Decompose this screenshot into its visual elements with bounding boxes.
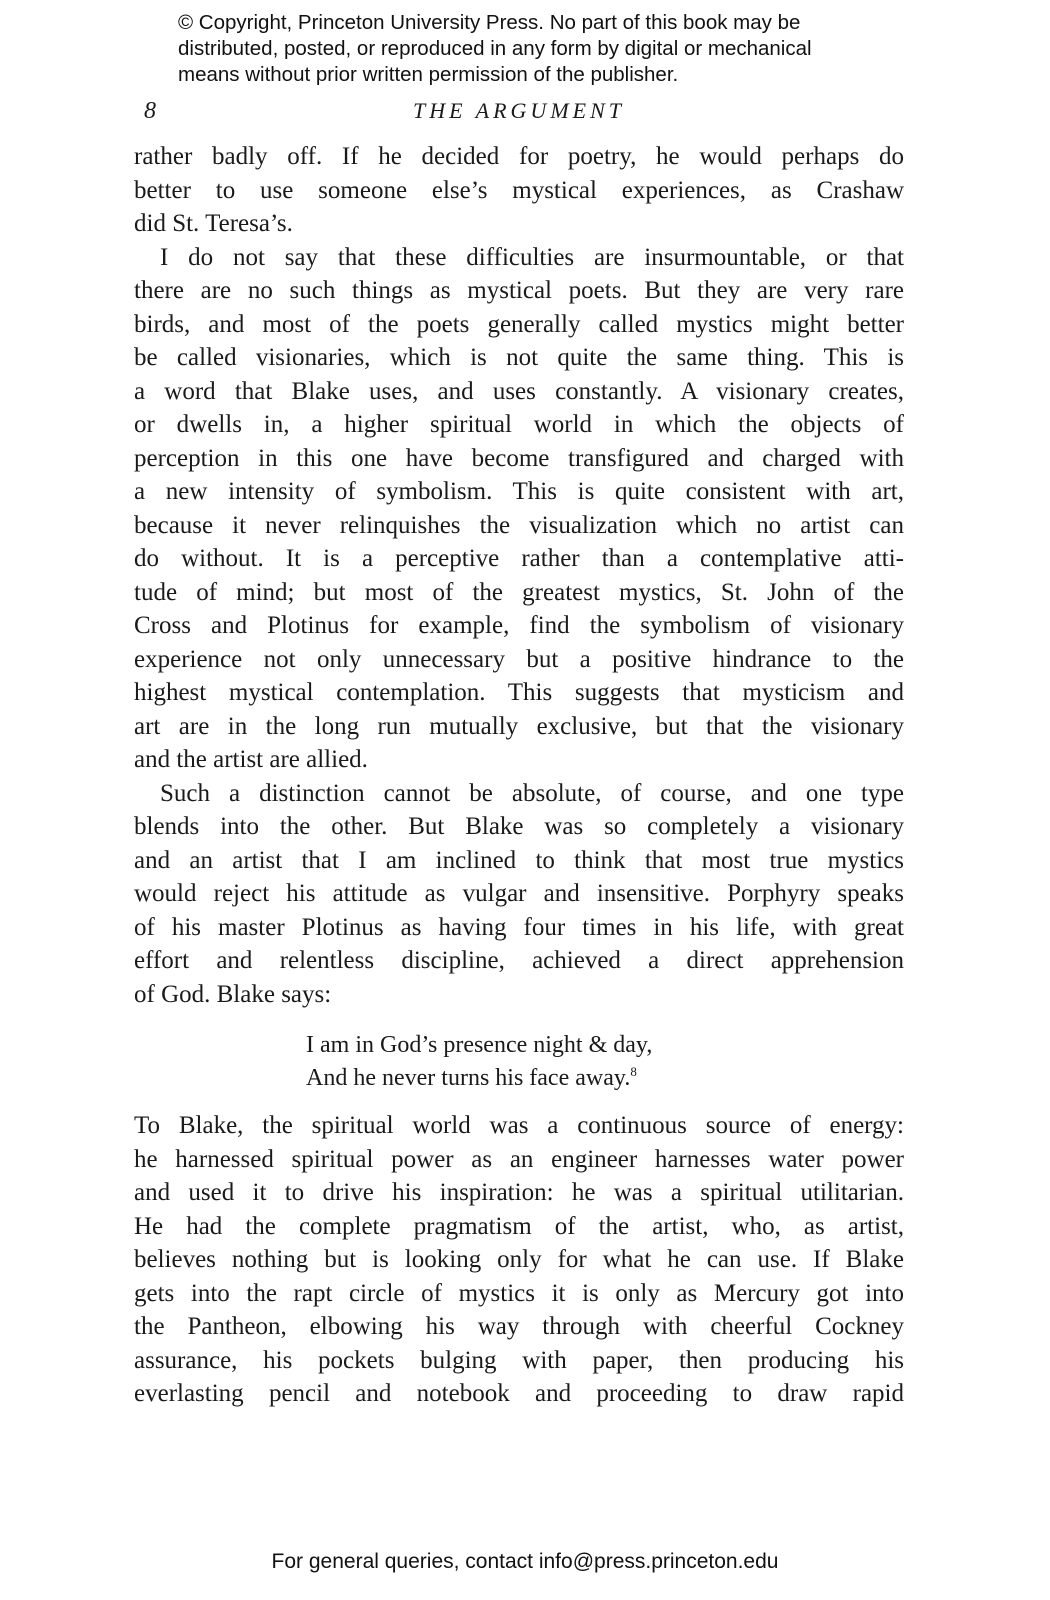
text-line: perception in this one have become transfigured and charged with: [134, 444, 904, 472]
text-line: I do not say that these difficulties are insurmountable, or that: [160, 243, 904, 271]
text-line: tude of mind; but most of the greatest mystics, St. John of the: [134, 578, 904, 606]
text-line: and the artist are allied.: [134, 746, 368, 773]
text-line: and an artist that I am inclined to think that most true mystics: [134, 846, 904, 874]
text-line: better to use someone else’s mystical experiences, as Crashaw: [134, 176, 904, 204]
copyright-line: means without prior written permission of the publisher.: [178, 63, 679, 86]
text-line: To Blake, the spiritual world was a continuous source of energy:: [134, 1112, 904, 1139]
text-line: or dwells in, a higher spiritual world in which the objects of: [134, 411, 904, 438]
text-line: the Pantheon, elbowing his way through with cheerful Cockney: [134, 1313, 904, 1340]
text-line: he harnessed spiritual power as an engineer harnesses water power: [134, 1145, 904, 1173]
text-line: believes nothing but is looking only for what he can use. If Blake: [134, 1246, 904, 1273]
text-line: highest mystical contemplation. This suggests that mysticism and: [134, 679, 904, 706]
body-text: [134, 140, 904, 1411]
paragraph: [134, 140, 904, 241]
paragraph: [134, 241, 904, 777]
paragraph: [134, 1109, 904, 1411]
copyright-line: distributed, posted, or reproduced in any form by digital or mechanical: [178, 37, 812, 60]
verse-line: I am in God’s presence night & day,: [306, 1032, 653, 1058]
text-line: and used it to drive his inspiration: he was a spiritual utilitarian.: [134, 1179, 904, 1206]
text-line: be called visionaries, which is not quite the same thing. This is: [134, 344, 904, 371]
text-line: assurance, his pockets bulging with paper, then producing his: [134, 1346, 904, 1374]
text-line: of God. Blake says:: [134, 980, 332, 1008]
footnote-marker: 8: [630, 1064, 637, 1079]
verse-quotation: [306, 1029, 904, 1095]
copyright-line: © Copyright, Princeton University Press. No part of this book may be: [178, 11, 801, 34]
page-number: 8: [144, 98, 156, 124]
text-line: blends into the other. But Blake was so completely a visionary: [134, 813, 904, 840]
running-head: [134, 98, 904, 128]
text-line: there are no such things as mystical poets. But they are very rare: [134, 277, 904, 304]
text-line: gets into the rapt circle of mystics it is only as Mercury got into: [134, 1279, 904, 1307]
text-line: do without. It is a perceptive rather than a contemplative atti-: [134, 545, 904, 572]
text-line: art are in the long run mutually exclusive, but that the visionary: [134, 712, 904, 740]
text-line: everlasting pencil and notebook and proceeding to draw rapid: [134, 1380, 904, 1407]
text-line: a new intensity of symbolism. This is quite consistent with art,: [134, 478, 904, 505]
text-line: of his master Plotinus as having four times in his life, with great: [134, 913, 904, 941]
text-line: He had the complete pragmatism of the artist, who, as artist,: [134, 1212, 904, 1240]
text-line: a word that Blake uses, and uses constantly. A visionary creates,: [134, 377, 904, 405]
footer-contact: For general queries, contact info@press.princeton.edu: [271, 1550, 779, 1573]
text-line: experience not only unnecessary but a positive hindrance to the: [134, 645, 904, 673]
paragraph: [134, 777, 904, 1012]
text-line: rather badly off. If he decided for poetry, he would perhaps do: [134, 143, 904, 170]
text-line: did St. Teresa’s.: [134, 210, 293, 237]
text-line: would reject his attitude as vulgar and insensitive. Porphyry speaks: [134, 880, 904, 907]
verse-line: [306, 1062, 904, 1095]
text-line: Cross and Plotinus for example, find the symbolism of visionary: [134, 612, 904, 639]
text-line: effort and relentless discipline, achieved a direct apprehension: [134, 947, 904, 974]
chapter-title: THE ARGUMENT: [413, 98, 625, 123]
verse-line-text: And he never turns his face away.: [306, 1065, 631, 1091]
text-line: Such a distinction cannot be absolute, of course, and one type: [160, 779, 904, 807]
text-line: birds, and most of the poets generally called mystics might better: [134, 310, 904, 338]
copyright-notice: [178, 10, 898, 88]
text-line: because it never relinquishes the visualization which no artist can: [134, 511, 904, 539]
